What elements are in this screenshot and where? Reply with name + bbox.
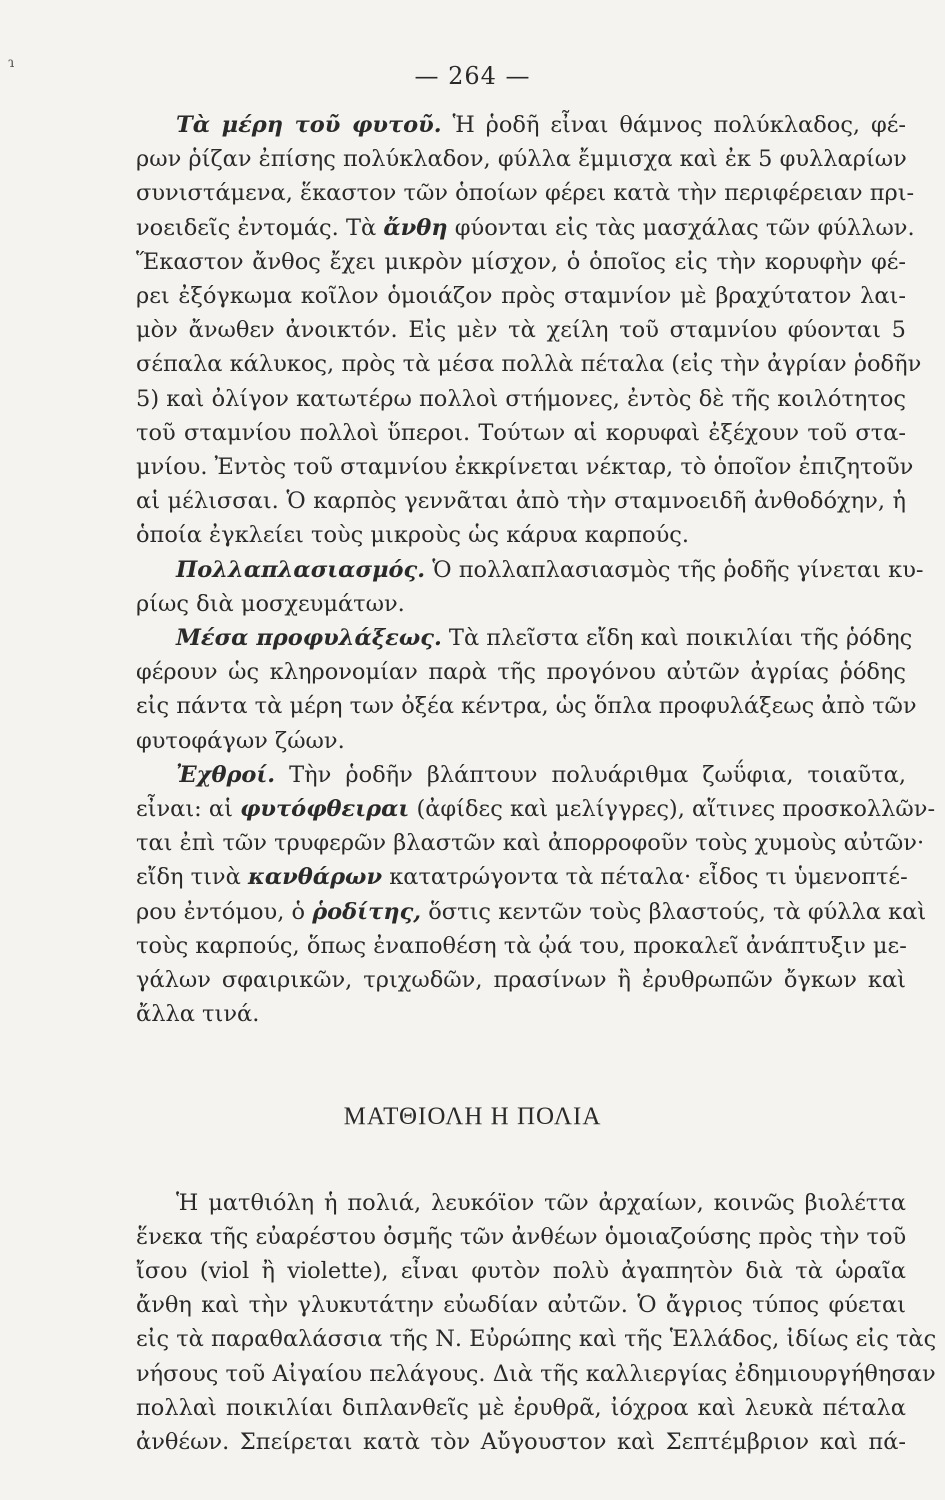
bold-term: ῥοδίτης,	[312, 898, 422, 925]
text-line: Ἡ ματθιόλη ἡ πολιά, λευκόϊον τῶν ἀρχαίων, κοινῶς βιολέττα	[176, 1189, 906, 1216]
paragraph-protection	[136, 621, 917, 758]
main-text	[136, 108, 936, 1031]
text-span: εἴδη τινὰ	[136, 864, 248, 891]
text-line: αἱ μέλισσαι. Ὁ καρπὸς γεννᾶται ἀπὸ τὴν σταμνοειδῆ ἀνθοδόχην, ἡ	[136, 488, 906, 515]
bold-term: κανθάρων	[247, 864, 383, 891]
text-span: ρου ἐντόμου, ὁ	[136, 898, 313, 925]
text-line	[136, 621, 913, 655]
text-line: τοῦ σταμνίου πολλοὶ ὕπεροι. Τούτων αἱ κορυφαὶ ἐξέχουν τοῦ στα-	[136, 419, 906, 446]
paragraph-heading: Μέσα προφυλάξεως.	[176, 625, 442, 652]
text-span: εἶναι: αἱ	[136, 796, 241, 823]
section-title: ΜΑΤΘΙΟΛΗ Η ΠΟΛΙΑ	[343, 1103, 602, 1130]
text-span: (ἀφίδες καὶ μελίγγρες), αἵτινες προσκολλῶν-	[409, 796, 936, 823]
text-line: 5) καὶ ὀλίγον κατωτέρω πολλοὶ στήμονες, ἐντὸς δὲ τῆς κοιλότητος	[136, 385, 906, 412]
text-line: ρει ἐξόγκωμα κοῖλον ὁμοιάζον πρὸς σταμνίον μὲ βραχύτατον λαι-	[136, 283, 906, 310]
text-line: ρίως διὰ μοσχευμάτων.	[136, 590, 405, 617]
paragraph-propagation	[136, 553, 924, 621]
text-line: ὁποία ἐγκλείει τοὺς μικροὺς ὡς κάρυα καρπούς.	[136, 522, 689, 549]
text-line: ἴσου (viol ἢ violette), εἶναι φυτὸν πολὺ ἀγαπητὸν διὰ τὰ ὡραῖα	[136, 1257, 906, 1284]
text-span: κατατρώγοντα τὰ πέταλα· εἶδος τι ὑμενοπτέ-	[382, 864, 908, 891]
text-line: πολλαὶ ποικιλίαι διπλανθεῖς μὲ ἐρυθρᾶ, ἰόχροα καὶ λευκὰ πέταλα	[136, 1394, 906, 1421]
text-line: φυτοφάγων ζώων.	[136, 727, 345, 754]
text-line: ἄλλα τινά.	[136, 1001, 260, 1028]
text-line: μνίου. Ἐντὸς τοῦ σταμνίου ἐκκρίνεται νέκταρ, τὸ ὁποῖον ἐπιζητοῦν	[136, 454, 914, 481]
text-line: ἕνεκα τῆς εὐαρέστου ὀσμῆς τῶν ἀνθέων ὁμοιαζούσης πρὸς τὴν τοῦ	[136, 1223, 907, 1250]
text-line	[136, 211, 915, 245]
text-line: φέρουν ὡς κληρονομίαν παρὰ τῆς προγόνου αὐτῶν ἀγρίας ῥόδης	[136, 659, 906, 686]
margin-mark: ɿ	[8, 55, 15, 71]
text-line	[136, 860, 906, 894]
paragraph-enemies	[136, 758, 936, 1032]
text-span: Τὴν ῥοδῆν βλάπτουν πολυάριθμα ζωΰφια, τοιαῦτα,	[275, 761, 906, 788]
text-line	[136, 758, 906, 792]
text-line: νήσους τοῦ Αἰγαίου πελάγους. Διὰ τῆς καλλιεργίας ἐδημιουργήθησαν	[136, 1360, 936, 1387]
text-line: τοὺς καρπούς, ὅπως ἐναποθέση τὰ ᾠά του, προκαλεῖ ἀνάπτυξιν με-	[136, 932, 907, 959]
text-line: ται ἐπὶ τῶν τρυφερῶν βλαστῶν καὶ ἀπορροφοῦν τοὺς χυμοὺς αὐτῶν·	[136, 830, 925, 857]
text-line: εἰς τὰ παραθαλάσσια τῆς Ν. Εὐρώπης καὶ τῆς Ἑλλάδος, ἰδίως εἰς τὰς	[136, 1326, 937, 1353]
text-line: ἄνθη καὶ τὴν γλυκυτάτην εὐωδίαν αὐτῶν. Ὁ ἄγριος τύπος φύεται	[136, 1292, 906, 1319]
text-span: νοειδεῖς ἐντομάς. Τὰ	[136, 214, 384, 241]
paragraph-matthiola	[136, 1186, 937, 1460]
text-span: ὅστις κεντῶν τοὺς βλαστούς, τὰ φύλλα καὶ	[421, 898, 927, 925]
bold-term: φυτόφθειραι	[240, 796, 410, 823]
text-line: ἀνθέων. Σπείρεται κατὰ τὸν Αὔγουστον καὶ Σεπτέμβριον καὶ πά-	[136, 1428, 906, 1455]
text-span: Ὁ πολλαπλασιασμὸς τῆς ῥοδῆς γίνεται κυ-	[425, 556, 924, 583]
text-line	[136, 792, 936, 826]
paragraph-heading: Πολλαπλασιασμός.	[176, 556, 426, 583]
text-span: Τὰ πλεῖστα εἴδη καὶ ποικιλίαι τῆς ῥόδης	[441, 625, 913, 652]
text-line: μὸν ἄνωθεν ἀνοικτόν. Εἰς μὲν τὰ χείλη τοῦ σταμνίου φύονται 5	[136, 317, 906, 344]
text-line	[136, 553, 924, 587]
text-line: εἰς πάντα τὰ μέρη των ὀξέα κέντρα, ὡς ὅπλα προφυλάξεως ἀπὸ τῶν	[136, 693, 917, 720]
paragraph-parts-of-plant	[136, 108, 922, 553]
text-line	[136, 108, 906, 142]
text-span: φύονται εἰς τὰς μασχάλας τῶν φύλλων.	[447, 214, 915, 241]
text-line: σέπαλα κάλυκος, πρὸς τὰ μέσα πολλὰ πέταλα (εἰς τὴν ἀγρίαν ῥοδῆν	[136, 351, 922, 378]
text-line: συνιστάμενα, ἕκαστον τῶν ὁποίων φέρει κατὰ τὴν περιφέρειαν πρι-	[136, 180, 915, 207]
page-number: — 264 —	[414, 62, 531, 90]
text-line: Ἕκαστον ἄνθος ἔχει μικρὸν μίσχον, ὁ ὁποῖος εἰς τὴν κορυφὴν φέ-	[136, 248, 906, 275]
paragraph-heading: Ἐχθροί.	[176, 761, 276, 788]
text-line: γάλων σφαιρικῶν, τριχωδῶν, πρασίνων ἢ ἐρυθρωπῶν ὄγκων καὶ	[136, 967, 906, 994]
text-line	[136, 895, 927, 929]
section-text	[136, 1163, 937, 1482]
text-line: ρων ῥίζαν ἐπίσης πολύκλαδον, φύλλα ἔμμισχα καὶ ἐκ 5 φυλλαρίων	[136, 146, 907, 173]
bold-term: ἄνθη	[383, 214, 448, 241]
paragraph-heading: Τὰ μέρη τοῦ φυτοῦ.	[176, 112, 442, 138]
text-span: Ἡ ῥοδῆ εἶναι θάμνος πολύκλαδος, φέ-	[452, 112, 906, 138]
